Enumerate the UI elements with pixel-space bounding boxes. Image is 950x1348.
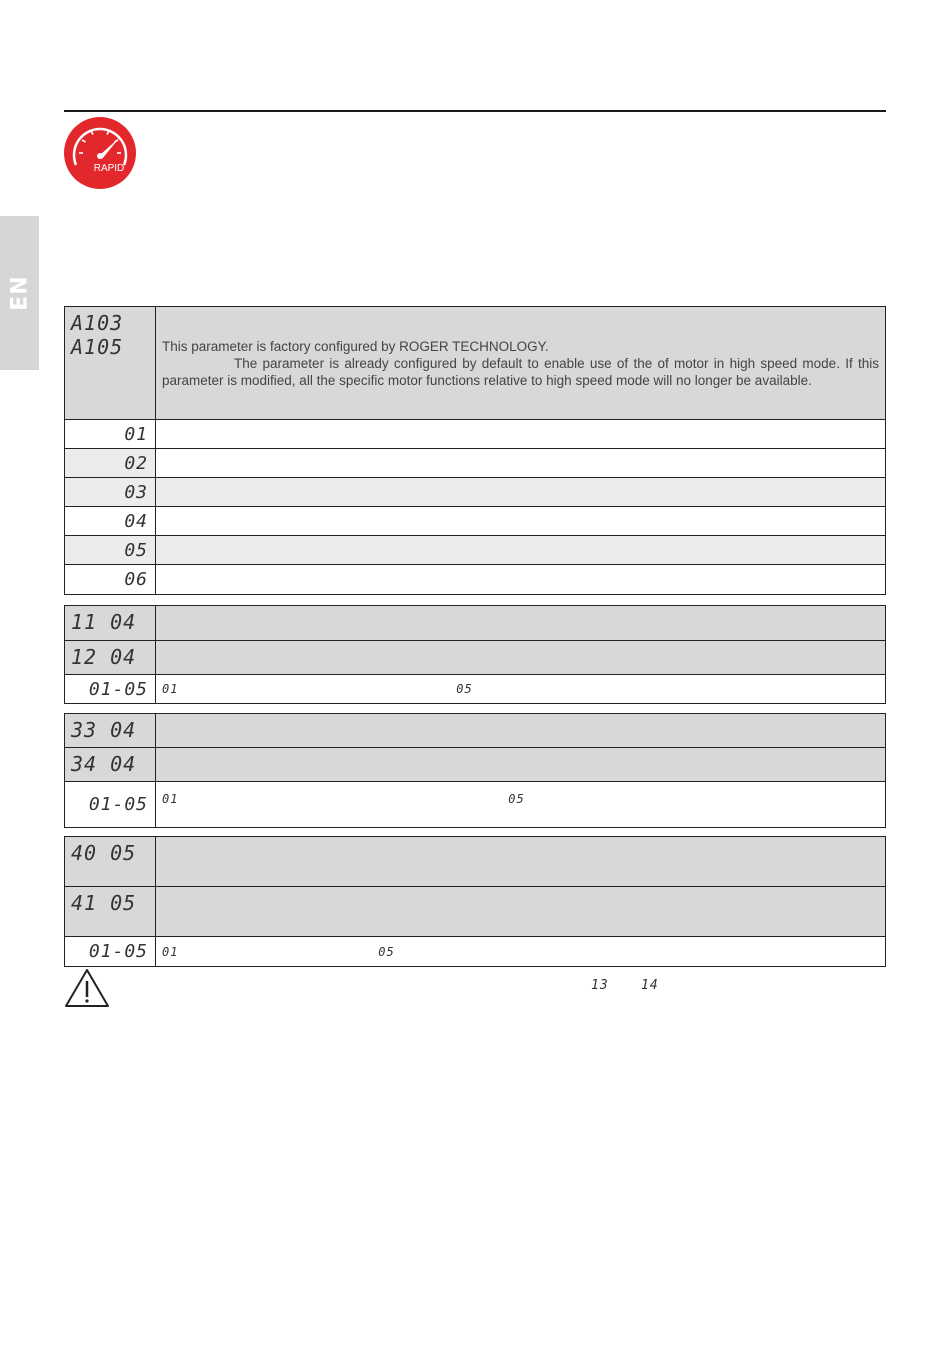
parameter-code: 12 04 [71, 645, 137, 669]
option-cell [65, 478, 156, 507]
range-max: 05 [508, 792, 525, 806]
top-rule [64, 110, 886, 112]
range-min: 01 [162, 682, 179, 696]
parameter-code-cell [65, 714, 156, 748]
option-description [156, 565, 886, 595]
option-value: 04 [124, 510, 148, 532]
range-description [156, 675, 886, 704]
option-cell [65, 536, 156, 565]
parameter-code: 33 04 [71, 718, 137, 742]
parameter-code: 11 04 [71, 610, 137, 634]
option-value: 03 [124, 481, 148, 503]
parameter-table-b [64, 605, 886, 704]
parameter-description [156, 606, 886, 641]
rapid-speedometer-icon [62, 115, 138, 191]
range-value: 01-05 [88, 678, 148, 700]
range-description [156, 782, 886, 828]
parameter-description [156, 307, 886, 420]
parameter-table-d [64, 836, 886, 967]
parameter-code-cell [65, 748, 156, 782]
warning-reference: 14 [641, 978, 659, 993]
parameter-code-cell [65, 641, 156, 675]
range-cell [65, 675, 156, 704]
option-cell [65, 565, 156, 595]
range-cell [65, 782, 156, 828]
range-value: 01-05 [88, 941, 148, 962]
parameter-description [156, 641, 886, 675]
range-min: 01 [162, 792, 179, 806]
option-value: 02 [124, 452, 148, 474]
parameter-code: A103 [71, 311, 124, 335]
range-description [156, 937, 886, 967]
option-cell [65, 449, 156, 478]
parameter-description [156, 714, 886, 748]
parameter-code: 40 05 [71, 841, 137, 865]
option-description [156, 449, 886, 478]
badge-label: RAPID [93, 163, 125, 174]
option-value: 01 [124, 423, 148, 445]
range-min: 01 [162, 944, 179, 959]
warning-icon [64, 968, 110, 1008]
option-cell [65, 420, 156, 449]
parameter-code: A105 [71, 335, 124, 359]
option-description [156, 536, 886, 565]
option-cell [65, 507, 156, 536]
parameter-code: 34 04 [71, 752, 137, 776]
parameter-code: 41 05 [71, 891, 137, 915]
description-line: This parameter is factory configured by ROGER TECHNOLOGY. [162, 338, 549, 354]
parameter-description [156, 887, 886, 937]
parameter-code-cell [65, 606, 156, 641]
range-max: 05 [378, 944, 395, 959]
parameter-code-cell [65, 887, 156, 937]
option-description [156, 420, 886, 449]
parameter-code-cell [65, 837, 156, 887]
description-line: The parameter is already configured by default to enable use of the of motor in high speed mode. If this parameter is modified, all the specific motor functions relative to high speed mode will no longer be available. [162, 355, 879, 388]
option-description [156, 507, 886, 536]
parameter-table-c [64, 713, 886, 828]
parameter-description [156, 837, 886, 887]
warning-reference: 13 [591, 978, 609, 993]
language-tab [0, 216, 39, 370]
range-max: 05 [456, 682, 473, 696]
range-cell [65, 937, 156, 967]
option-description [156, 478, 886, 507]
language-tab-label: EN [7, 275, 32, 311]
option-value: 06 [124, 569, 148, 590]
range-value: 01-05 [88, 794, 148, 815]
parameter-description [156, 748, 886, 782]
option-value: 05 [124, 539, 148, 561]
parameter-table-a [64, 306, 886, 595]
parameter-code-cell [65, 307, 156, 420]
